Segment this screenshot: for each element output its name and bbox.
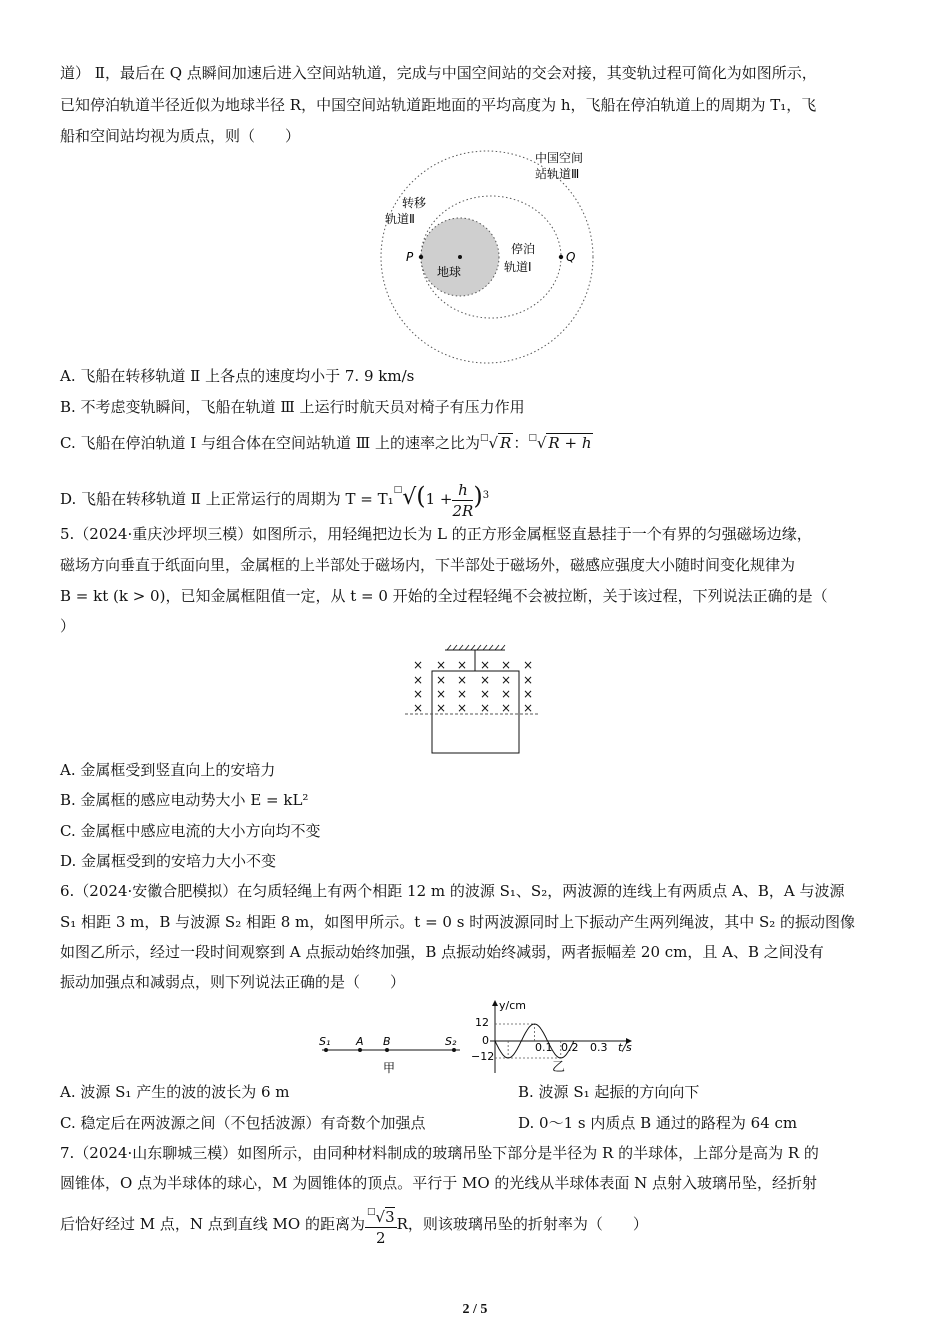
svg-text:×: × <box>480 658 491 672</box>
earth-center-dot <box>458 255 462 259</box>
q4-stem-line3: 船和空间站均视为质点，则（ ） <box>60 127 301 145</box>
source-S2-dot <box>452 1048 456 1052</box>
q5-option-d: D. 金属框受到的安培力大小不变 <box>60 852 277 870</box>
q5-stem-line3: B = kt (k > 0)，已知金属框阻值一定，从 t = 0 开始的全过程轻绳不会被拉断，关于该过程，下列说法正确的是（ <box>60 587 828 605</box>
q4-option-d-exp: 3 <box>482 490 490 501</box>
q5-option-b: B. 金属框的感应电动势大小 E = kL² <box>60 791 309 809</box>
svg-text:×: × <box>523 658 534 672</box>
svg-text:×: × <box>501 687 512 701</box>
svg-text:×: × <box>480 701 491 715</box>
svg-text:×: × <box>457 658 468 672</box>
label-earth: 地球 <box>437 265 462 279</box>
q7-stem-suffix: R，则该玻璃吊坠的折射率为（ ） <box>396 1215 648 1233</box>
y-axis-label: y/cm <box>499 999 526 1012</box>
svg-text:×: × <box>436 687 447 701</box>
q6-option-b: B. 波源 S₁ 起振的方向向下 <box>518 1083 700 1101</box>
svg-text:×: × <box>523 701 534 715</box>
svg-text:×: × <box>501 701 512 715</box>
q4-option-c-sep: ： <box>513 434 529 452</box>
y-tick-0: 0 <box>482 1034 489 1047</box>
q7-stem-prefix: 后恰好经过 M 点，N 点到直线 MO 的距离为 <box>60 1215 365 1233</box>
label-parking-1: 停泊 <box>511 242 536 256</box>
label-station-1: 中国空间 <box>535 151 584 165</box>
q7-stem-line2: 圆锥体，O 点为半球体的球心，M 为圆锥体的顶点。平行于 MO 的光线从半球体表面 N 点射入玻璃吊坠，经折射 <box>60 1174 818 1192</box>
label-parking-2: 轨道Ⅰ <box>504 260 532 274</box>
point-A-dot <box>358 1048 362 1052</box>
q7-stem-line3 <box>60 1202 648 1248</box>
x-axis-label: t/s <box>618 1041 632 1054</box>
q6-option-c: C. 稳定后在两波源之间（不包括波源）有奇数个加强点 <box>60 1114 426 1132</box>
q4-option-a: A. 飞船在转移轨道 Ⅱ 上各点的速度均小于 7. 9 km/s <box>60 367 415 385</box>
q4-stem-line2: 已知停泊轨道半径近似为地球半径 R，中国空间站轨道距地面的平均高度为 h，飞船在停泊轨道上的周期为 T₁，飞 <box>60 96 817 114</box>
magnetic-frame-diagram <box>405 644 545 756</box>
q5-option-a: A. 金属框受到竖直向上的安培力 <box>60 761 276 779</box>
q4-option-d: D. 飞船在转移轨道 Ⅱ 上正常运行的周期为 T = T₁□√(1 + $\frac{h}{2R}$ )$^3$ <box>60 480 490 520</box>
x-tick-0.3: 0.3 <box>590 1041 608 1054</box>
svg-text:×: × <box>413 701 424 715</box>
y-tick-neg12: −12 <box>471 1050 495 1063</box>
point-P-dot <box>419 255 423 259</box>
q5-stem-line4: ） <box>60 617 76 635</box>
svg-text:×: × <box>436 673 447 687</box>
q7-stem-line1: 7.（2024·山东聊城三模）如图所示，由同种材料制成的玻璃吊坠下部分是半径为 R 的半球体，上部分是高为 R 的 <box>60 1144 819 1162</box>
q4-option-b: B. 不考虑变轨瞬间，飞船在轨道 Ⅲ 上运行时航天员对椅子有压力作用 <box>60 398 525 416</box>
q4-option-c-prefix: C. 飞船在停泊轨道 Ⅰ 与组合体在空间站轨道 Ⅲ 上的速率之比为 <box>60 434 480 452</box>
q6-stem-line3: 如图乙所示，经过一段时间观察到 A 点振动始终加强，B 点振动始终减弱，两者振幅差 20 cm，且 A、B 之间没有 <box>60 943 824 961</box>
q6-option-a: A. 波源 S₁ 产生的波的波长为 6 m <box>60 1083 290 1101</box>
svg-text:×: × <box>457 701 468 715</box>
q6-stem-line4: 振动加强点和减弱点，则下列说法正确的是（ ） <box>60 973 406 991</box>
label-A: A <box>356 1035 364 1048</box>
q6-option-d: D. 0～1 s 内质点 B 通过的路程为 64 cm <box>518 1114 798 1132</box>
q4-option-d-prefix: D. 飞船在转移轨道 Ⅱ 上正常运行的周期为 T = T₁ <box>60 490 394 508</box>
svg-text:×: × <box>413 658 424 672</box>
q6-stem-line1: 6.（2024·安徽合肥模拟）在匀质轻绳上有两个相距 12 m 的波源 S₁、S₂，两波源的连线上有两质点 A、B，A 与波源 <box>60 882 845 900</box>
label-B: B <box>383 1035 391 1048</box>
orbit-diagram <box>380 145 620 370</box>
x-tick-0.1: 0.1 <box>535 1041 553 1054</box>
q5-stem-line2: 磁场方向垂直于纸面向里，金属框的上半部处于磁场内，下半部处于磁场外，磁感应强度大小随时间变化规律为 <box>60 556 796 574</box>
label-S1: S₁ <box>319 1035 331 1048</box>
q4-option-d-one: 1 + <box>425 490 453 508</box>
ceiling-hatch <box>447 645 505 650</box>
label-transfer-2: 轨道Ⅱ <box>385 212 415 226</box>
q7-distance-frac: $\frac{^□√3}{2}$ <box>365 1202 397 1248</box>
q5-stem-line1: 5.（2024·重庆沙坪坝三模）如图所示，用轻绳把边长为 L 的正方形金属框竖直悬挂于一个有界的匀强磁场边缘， <box>60 525 812 543</box>
svg-text:×: × <box>413 687 424 701</box>
svg-text:×: × <box>523 687 534 701</box>
svg-text:×: × <box>457 673 468 687</box>
point-Q-dot <box>559 255 563 259</box>
svg-text:×: × <box>501 658 512 672</box>
label-S2: S₂ <box>445 1035 457 1048</box>
svg-text:×: × <box>457 687 468 701</box>
figure-jia-rope <box>312 1030 472 1080</box>
q4-option-c-root1: □√ R <box>479 433 512 452</box>
svg-text:×: × <box>523 673 534 687</box>
q4-option-d-frac: $\frac{h}{2R}$ <box>452 480 474 520</box>
q4-stem-line1: 道） Ⅱ，最后在 Q 点瞬间加速后进入空间站轨道，完成与中国空间站的交会对接，其变轨过程可简化为如图所示， <box>60 64 817 82</box>
page-number: 2 / 5 <box>462 1302 488 1317</box>
label-station-2: 站轨道Ⅲ <box>535 167 580 181</box>
svg-text:×: × <box>501 673 512 687</box>
label-transfer-1: 转移 <box>402 196 427 210</box>
q4-option-c <box>60 428 593 453</box>
source-S1-dot <box>324 1048 328 1052</box>
q4-option-c-root2: □√ R + h <box>528 433 592 452</box>
point-B-dot <box>385 1048 389 1052</box>
caption-yi: 乙 <box>552 1060 566 1075</box>
y-axis-arrow <box>492 1000 498 1006</box>
q6-stem-line2: S₁ 相距 3 m，B 与波源 S₂ 相距 8 m，如图甲所示。t = 0 s 时两波源同时上下振动产生两列绳波，其中 S₂ 的振动图像 <box>60 913 856 931</box>
svg-text:×: × <box>413 673 424 687</box>
svg-text:×: × <box>480 687 491 701</box>
label-P: P <box>406 250 414 264</box>
y-tick-12: 12 <box>475 1016 489 1029</box>
label-Q: Q <box>566 250 576 264</box>
caption-jia: 甲 <box>383 1061 396 1075</box>
field-crosses <box>413 658 533 715</box>
x-tick-0.2: 0.2 <box>561 1041 579 1054</box>
svg-text:×: × <box>436 658 447 672</box>
svg-text:×: × <box>480 673 491 687</box>
q5-option-c: C. 金属框中感应电流的大小方向均不变 <box>60 822 321 840</box>
svg-text:×: × <box>436 701 447 715</box>
